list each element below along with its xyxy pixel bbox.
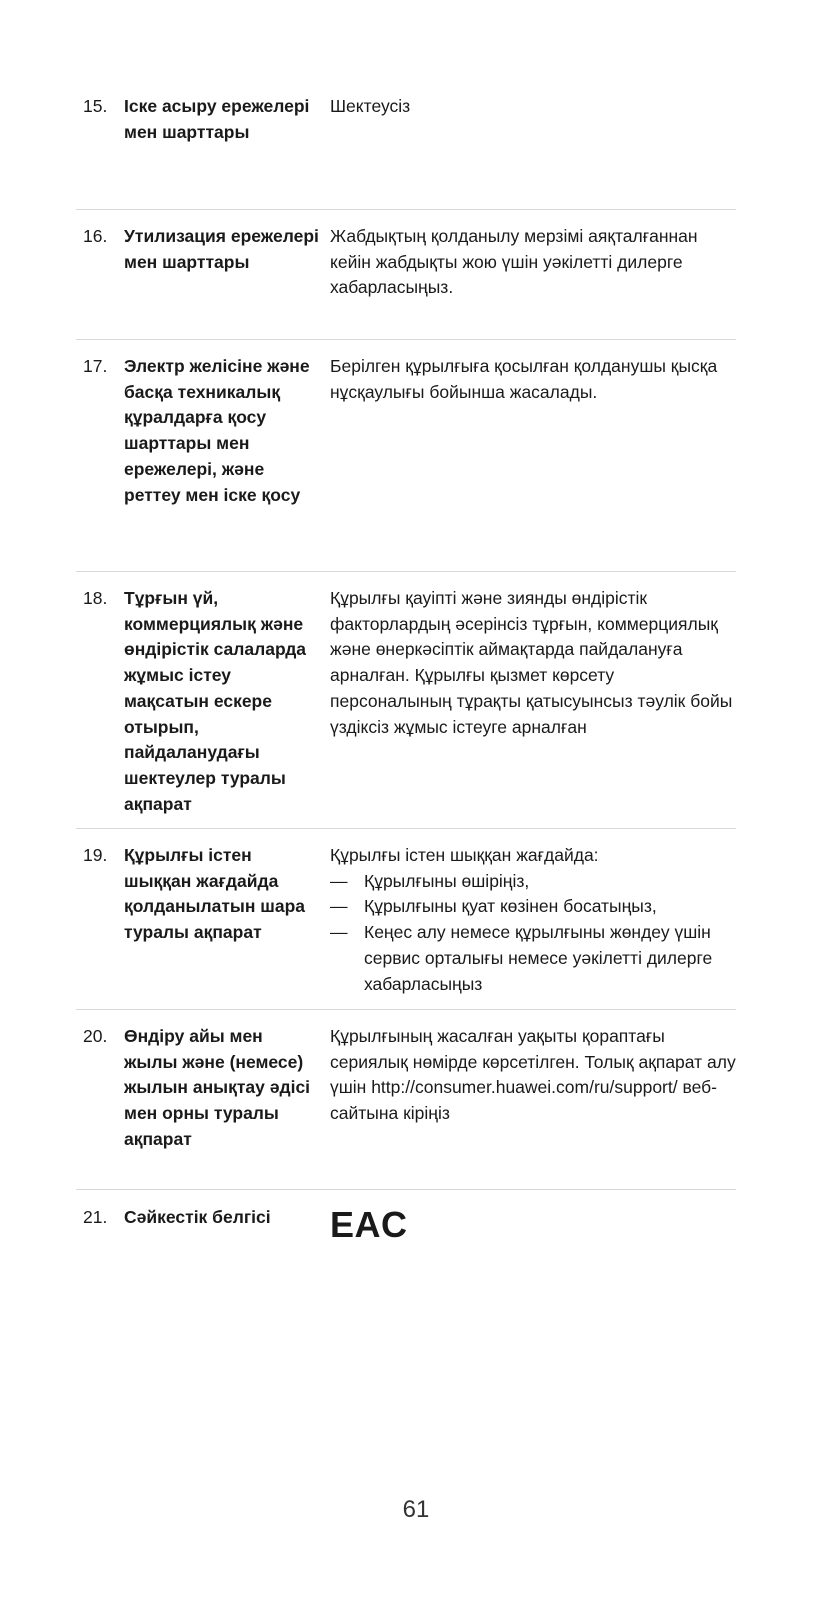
row-label: Тұрғын үй, коммерциялық және өндірістік салаларда жұмыс істеу мақсатын ескере отырып, пайдаланудағы шектеулер туралы ақпарат xyxy=(124,588,307,814)
row-number: 15. xyxy=(83,96,108,116)
row-description: Жабдықтың қолданылу мерзімі аяқталғаннан кейін жабдықты жою үшін уәкілетті дилерге хабарласыңыз. xyxy=(330,226,698,298)
table-row xyxy=(76,200,736,340)
list-item-text: Кеңес алу немесе құрылғыны жөндеу үшін сервис орталығы немесе уәкілетті дилерге хабарласыңыз xyxy=(364,922,713,994)
row-label: Утилизация ережелері мен шарттары xyxy=(124,226,319,272)
row-description: Берілген құрылғыға қосылған қолданушы қысқа нұсқаулығы бойынша жасалады. xyxy=(330,356,718,402)
row-number: 16. xyxy=(83,226,108,246)
list-item-text: Құрылғыны өшіріңіз, xyxy=(364,870,530,891)
row-label: Өндіру айы мен жылы және (немесе) жылын анықтау әдісі мен орны туралы ақпарат xyxy=(124,1026,311,1149)
table-row xyxy=(76,1181,736,1271)
page-number: 61 xyxy=(402,1496,430,1523)
dash-bullet: — xyxy=(330,896,348,917)
table-row xyxy=(76,819,736,1010)
row-label: Іске асыру ережелері мен шарттары xyxy=(124,96,310,142)
row-description: Құрылғының жасалған уақыты қораптағы сериялық нөмірде көрсетілген. Толық ақпарат алу үшін http://consumer.huawei.com/ru/support/ веб-сайтына кіріңіз xyxy=(330,1026,736,1124)
action-list xyxy=(330,869,736,998)
table-row xyxy=(76,330,736,572)
list-item xyxy=(330,920,736,997)
list-intro: Құрылғы істен шыққан жағдайда: xyxy=(330,845,599,865)
row-description xyxy=(330,843,736,1009)
dash-bullet: — xyxy=(330,922,348,943)
list-item xyxy=(330,869,736,895)
mark-cell xyxy=(330,1205,736,1271)
eac-conformity-mark: EAC xyxy=(330,1204,408,1245)
row-number: 18. xyxy=(83,588,108,608)
row-label: Сәйкестік белгісі xyxy=(124,1207,271,1227)
row-label: Электр желісіне және басқа техникалық құралдарға қосу шарттары мен ережелері, және реттеу мен іске қосу xyxy=(124,356,310,505)
row-description: Шектеусіз xyxy=(330,96,411,116)
row-number: 19. xyxy=(83,845,108,865)
list-item-text: Құрылғыны қуат көзінен босатыңыз, xyxy=(364,896,657,917)
row-number: 21. xyxy=(83,1207,108,1227)
row-description: Құрылғы қауіпті және зиянды өндірістік факторлардың әсерінсіз тұрғын, коммерциялық және өнеркәсіптік аймақтарда пайдалануға арналған. Құрылғы қызмет көрсету персоналының тұрақты қатысуынсыз тәулік бойы үздіксіз жұмыс істеуге арналған xyxy=(330,588,733,737)
row-number: 20. xyxy=(83,1026,108,1046)
row-label: Құрылғы істен шыққан жағдайда қолданылатын шара туралы ақпарат xyxy=(124,845,306,943)
row-number: 17. xyxy=(83,356,108,376)
list-item xyxy=(330,894,736,920)
table-row xyxy=(76,562,736,829)
dash-bullet: — xyxy=(330,870,348,891)
table-row xyxy=(76,70,736,210)
table-row xyxy=(76,1000,736,1190)
